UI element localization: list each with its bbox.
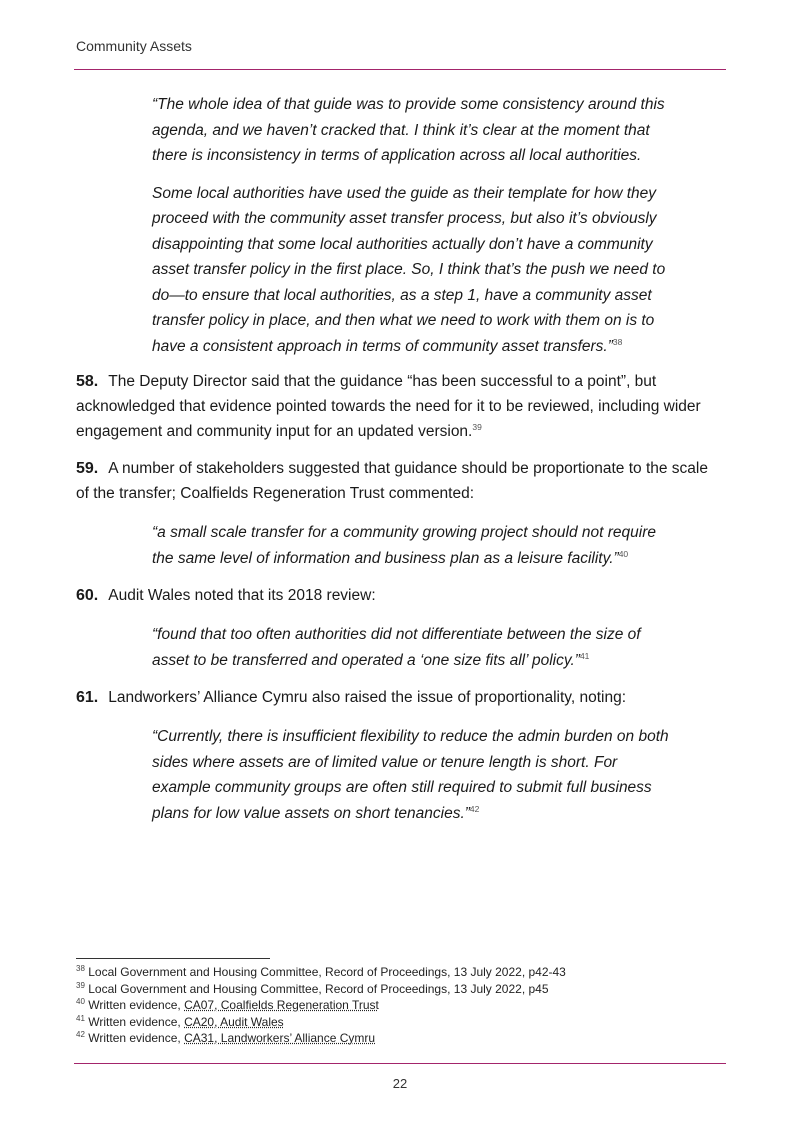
footnote-number: 40 [76,997,85,1006]
blockquote-landworkers [152,724,672,826]
header-divider [74,69,726,70]
paragraph-text: Landworkers’ Alliance Cymru also raised the issue of proportionality, noting: [108,689,627,706]
footnote-ref[interactable]: 38 [612,336,623,347]
footnote-text: Written evidence, [88,1031,185,1045]
footnote-item [76,981,716,998]
quote-paragraph [152,724,672,826]
paragraph-number: 61. [76,689,99,706]
footnote-ref[interactable]: 40 [618,548,629,559]
quote-paragraph [152,622,672,673]
footnote-item [76,964,716,981]
running-header-title: Community Assets [76,38,192,54]
footnotes [76,964,716,1047]
quote-paragraph [152,520,672,571]
quote-paragraph [152,181,672,360]
page-number: 22 [392,1076,408,1091]
footnote-ref[interactable]: 39 [472,421,482,432]
evidence-link-ca31[interactable]: CA31, Landworkers’ Alliance Cymru [184,1031,376,1045]
quote-text: “Currently, there is insufficient flexibility to reduce the admin burden on both sides where assets are of limited value or tenure length is short. For example community groups are often still required to submit full business plans for low value assets on short tenancies.” [152,728,669,822]
footnote-number: 41 [76,1013,85,1023]
quote-text: “a small scale transfer for a community growing project should not require the same level of information and business plan as a leisure facility.” [152,524,656,567]
evidence-link-ca07[interactable]: CA07, Coalfields Regeneration Trust [184,998,379,1012]
footnote-divider [76,958,270,959]
footnote-item [76,1030,716,1047]
paragraph-58 [76,369,712,444]
footnote-ref[interactable]: 42 [469,803,480,814]
quote-text: “found that too often authorities did not differentiate between the size of asset to be transferred and operated a ‘one size fits all’ policy.” [152,626,641,669]
footnote-item [76,997,716,1014]
paragraph-59 [76,456,712,506]
paragraph-60 [76,583,712,608]
footnote-ref[interactable]: 41 [579,650,590,661]
footnote-item [76,1014,716,1031]
footnote-number: 38 [76,964,85,973]
evidence-link-ca20[interactable]: CA20, Audit Wales [184,1014,284,1029]
blockquote-audit-wales [152,622,672,673]
paragraph-61 [76,685,712,710]
page-body [76,92,712,838]
footnote-text: Local Government and Housing Committee, Record of Proceedings, 13 July 2022, p42-43 [88,965,566,979]
footnote-number: 39 [76,980,85,990]
paragraph-number: 59. [76,460,99,477]
paragraph-number: 60. [76,587,99,604]
footnote-text: Written evidence, [88,998,185,1012]
blockquote-coalfields [152,520,672,571]
quote-paragraph: “The whole idea of that guide was to provide some consistency around this agenda, and we haven’t cracked that. I think it’s clear at the moment that there is inconsistency in terms of application across all local authorities. [152,96,665,164]
footnote-text: Local Government and Housing Committee, Record of Proceedings, 13 July 2022, p45 [88,981,549,996]
paragraph-number: 58. [76,373,99,390]
footer-divider [74,1063,726,1064]
paragraph-text: A number of stakeholders suggested that guidance should be proportionate to the scale of the transfer; Coalfields Regeneration Trust commented: [76,460,708,502]
paragraph-text: The Deputy Director said that the guidance “has been successful to a point”, but acknowledged that evidence pointed towards the need for it to be reviewed, including wider engagement and community input for an updated version. [76,373,701,440]
paragraph-text: Audit Wales noted that its 2018 review: [108,587,376,604]
footnote-number: 42 [76,1030,85,1039]
footnote-text: Written evidence, [88,1014,185,1029]
quote-text: Some local authorities have used the guide as their template for how they proceed with the community asset transfer process, but also it’s obviously disappointing that some local authorities actually don’t have a community asset transfer policy in the first place. So, I think that’s the push we need to do—to ensure that local authorities, as a step 1, have a community asset transfer policy in place, and then what we need to work with them on is to have a consistent approach in terms of community asset transfers.” [152,184,666,355]
blockquote-deputy-director [152,92,672,359]
